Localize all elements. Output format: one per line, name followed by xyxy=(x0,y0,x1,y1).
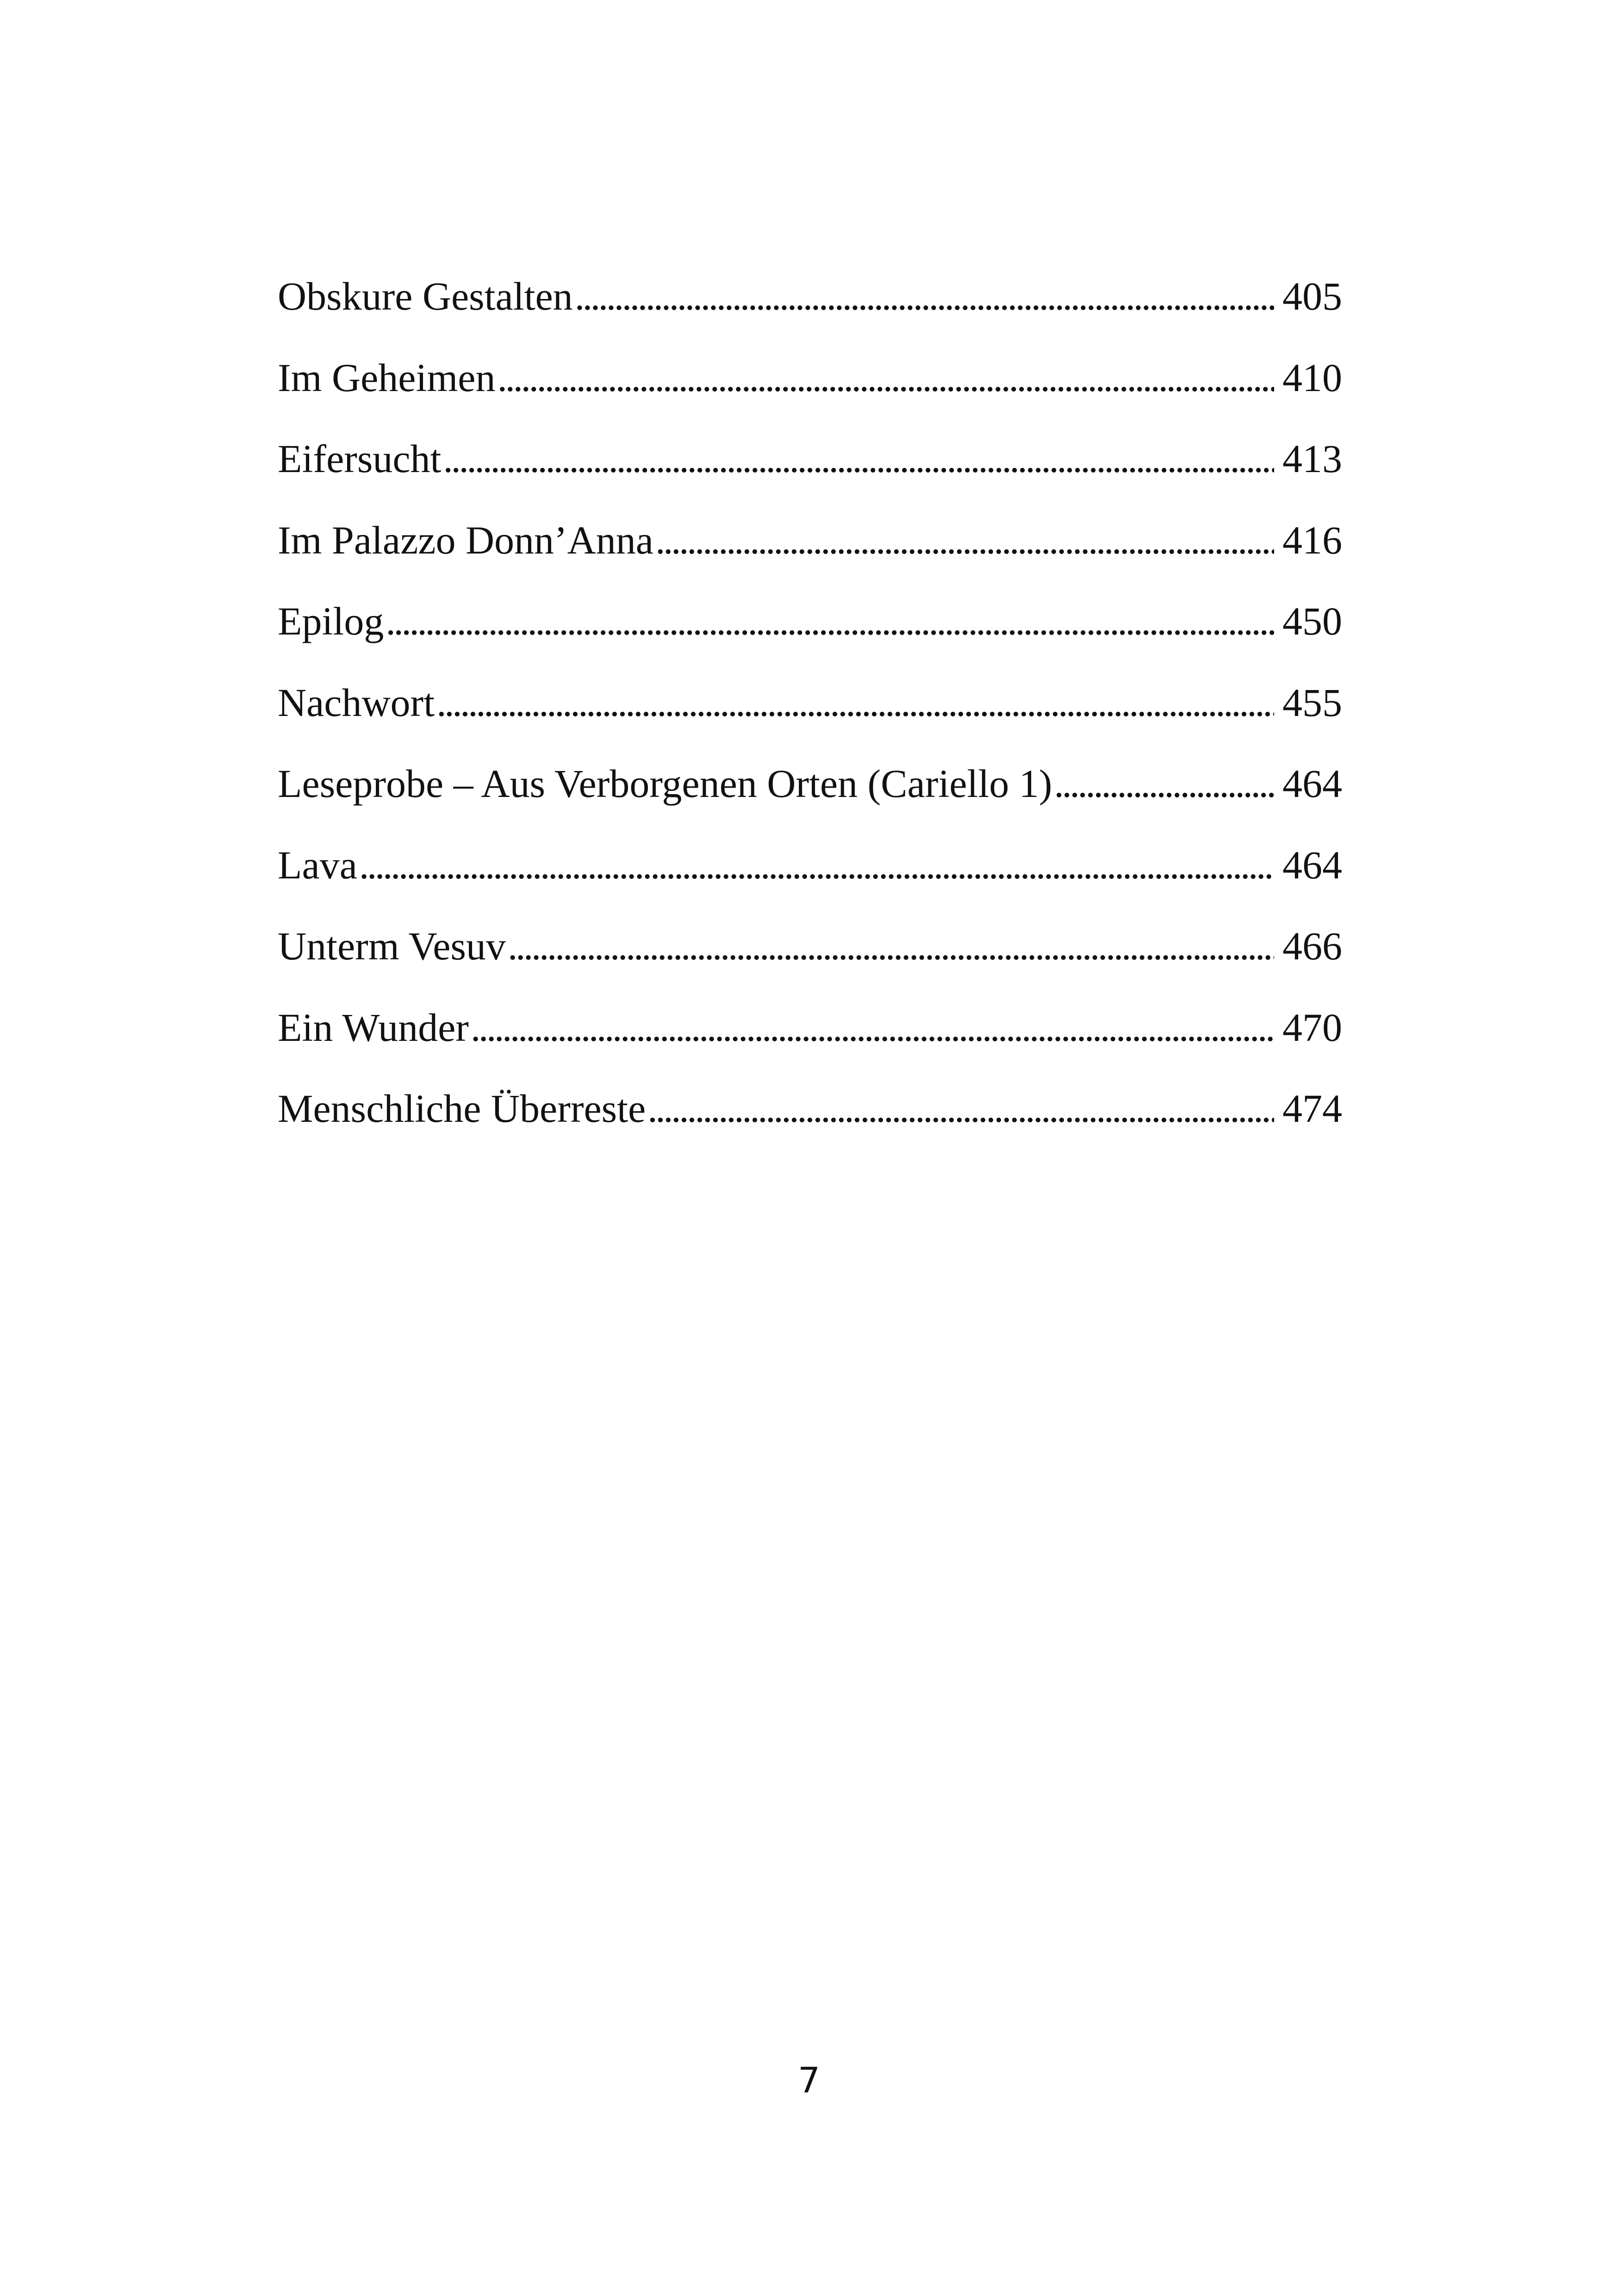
toc-entry[interactable] xyxy=(278,842,1342,923)
toc-entry[interactable] xyxy=(278,760,1342,842)
toc-entry-title: Eifersucht xyxy=(278,436,442,481)
toc-dot-leader xyxy=(506,923,1274,969)
toc-entry-title: Unterm Vesuv xyxy=(278,924,506,968)
page-number: 7 xyxy=(797,2060,821,2101)
toc-entry-title: Obskure Gestalten xyxy=(278,274,573,318)
toc-dot-leader xyxy=(573,273,1274,319)
toc-entry-page: 405 xyxy=(1282,274,1342,318)
toc-entry-title: Leseprobe – Aus Verborgenen Orten (Cariello 1) xyxy=(278,761,1052,806)
toc-entry-page: 410 xyxy=(1282,355,1342,400)
toc-entry[interactable] xyxy=(278,1004,1342,1086)
toc-dot-leader xyxy=(1052,760,1274,807)
toc-entry[interactable] xyxy=(278,679,1342,761)
toc-entry-title: Im Palazzo Donn’Anna xyxy=(278,517,653,562)
toc-entry[interactable] xyxy=(278,1085,1342,1167)
toc-entry-page: 464 xyxy=(1282,842,1342,887)
toc-dot-leader xyxy=(495,355,1274,401)
toc-dot-leader xyxy=(384,598,1274,644)
toc-entry[interactable] xyxy=(278,517,1342,598)
table-of-contents xyxy=(278,273,1342,1167)
toc-entry-page: 464 xyxy=(1282,761,1342,806)
toc-entry[interactable] xyxy=(278,355,1342,436)
toc-entry[interactable] xyxy=(278,436,1342,517)
toc-entry-title: Epilog xyxy=(278,599,384,643)
toc-entry-page: 474 xyxy=(1282,1086,1342,1131)
toc-entry-title: Menschliche Überreste xyxy=(278,1086,646,1131)
toc-dot-leader xyxy=(653,517,1274,563)
toc-dot-leader xyxy=(469,1004,1274,1051)
toc-entry-page: 416 xyxy=(1282,517,1342,562)
toc-entry-page: 470 xyxy=(1282,1005,1342,1050)
toc-entry-page: 413 xyxy=(1282,436,1342,481)
toc-entry-page: 450 xyxy=(1282,599,1342,643)
toc-entry-page: 455 xyxy=(1282,680,1342,725)
toc-dot-leader xyxy=(441,436,1274,482)
toc-dot-leader xyxy=(435,679,1274,726)
toc-entry[interactable] xyxy=(278,598,1342,679)
toc-entry-title: Ein Wunder xyxy=(278,1005,469,1050)
toc-entry-title: Im Geheimen xyxy=(278,355,496,400)
toc-entry[interactable] xyxy=(278,923,1342,1004)
toc-entry-title: Nachwort xyxy=(278,680,435,725)
toc-entry-page: 466 xyxy=(1282,924,1342,968)
toc-entry[interactable] xyxy=(278,273,1342,355)
toc-dot-leader xyxy=(357,842,1274,888)
toc-dot-leader xyxy=(646,1085,1274,1132)
toc-entry-title: Lava xyxy=(278,842,357,887)
